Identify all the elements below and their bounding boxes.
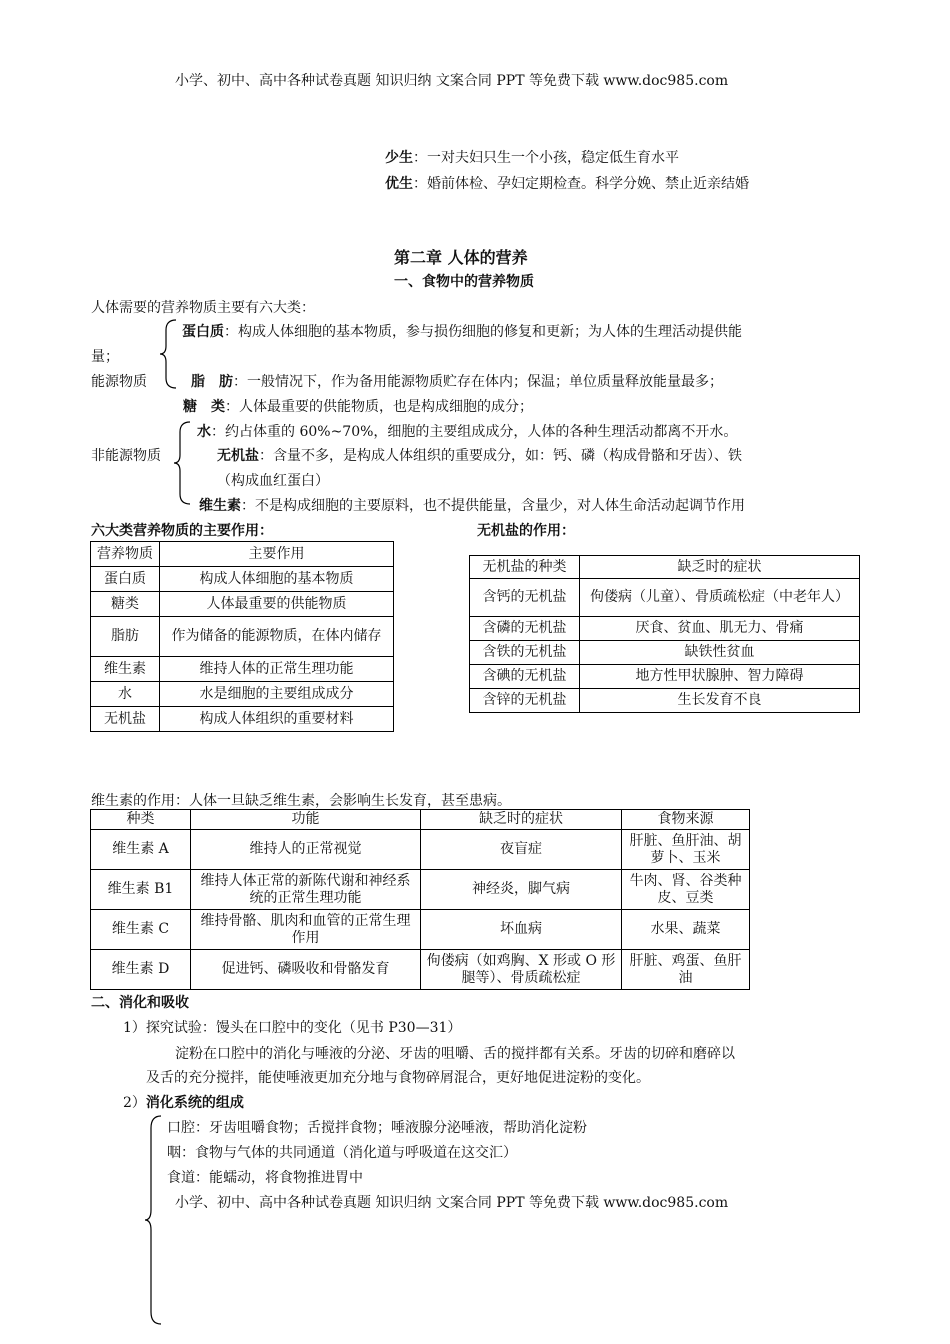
- policy-term: 优生: [385, 176, 413, 192]
- system-item-mouth: 口腔：牙齿咀嚼食物；舌搅拌食物；唾液腺分泌唾液，帮助消化淀粉: [167, 1120, 587, 1136]
- mineral-continuation: （构成血红蛋白）: [217, 473, 329, 489]
- table-header-cell: 功能: [191, 810, 421, 830]
- protein-continuation: 量；: [91, 349, 119, 365]
- page-header: 小学、初中、高中各种试卷真题 知识归纳 文案合同 PPT 等免费下载 www.doc985.com: [175, 73, 729, 89]
- sugar-line: [183, 396, 533, 416]
- table-cell: 构成人体组织的重要材料: [160, 707, 394, 732]
- section2-title: 二、消化和吸收: [91, 995, 189, 1011]
- table-header-cell: 食物来源: [622, 810, 750, 830]
- mineral-term: 无机盐: [217, 448, 259, 464]
- table-cell: 维生素 A: [91, 830, 191, 870]
- policy-line-2: [385, 173, 749, 193]
- table-header-row: [91, 810, 750, 830]
- experiment-title: 1）探究试验：馒头在口腔中的变化（见书 P30—31）: [123, 1020, 462, 1036]
- table-cell: 含碘的无机盐: [470, 665, 580, 689]
- table-cell: 含锌的无机盐: [470, 689, 580, 713]
- table-header-cell: 缺乏时的症状: [421, 810, 622, 830]
- left-brace-icon: [143, 1114, 165, 1326]
- table-cell: 维生素: [91, 657, 160, 682]
- vitamin-intro: 维生素的作用：人体一旦缺乏维生素，会影响生长发育，甚至患病。: [91, 793, 511, 809]
- energy-group-label: 能源物质: [91, 374, 147, 390]
- table-cell: 含铁的无机盐: [470, 641, 580, 665]
- table-cell: 水是细胞的主要组成成分: [160, 682, 394, 707]
- table-cell: 维生素 D: [91, 950, 191, 990]
- table-row: [470, 641, 860, 665]
- table-cell: 维持人的正常视觉: [191, 830, 421, 870]
- policy-term: 少生: [385, 150, 413, 166]
- system-title: [123, 1092, 244, 1112]
- table-row: [470, 617, 860, 641]
- mineral-desc: ：含量不多，是构成人体组织的重要成分，如：钙、磷（构成骨骼和牙齿）、铁: [259, 448, 742, 464]
- table-row: [470, 579, 860, 617]
- table-header-cell: 种类: [91, 810, 191, 830]
- left-brace-icon: [172, 420, 194, 506]
- table-cell: 佝偻病（儿童）、骨质疏松症（中老年人）: [580, 579, 860, 617]
- protein-line: [182, 321, 742, 341]
- table-cell: 无机盐: [91, 707, 160, 732]
- page-footer: 小学、初中、高中各种试卷真题 知识归纳 文案合同 PPT 等免费下载 www.doc985.com: [175, 1195, 729, 1211]
- sugar-desc: ：人体最重要的供能物质，也是构成细胞的成分；: [225, 399, 533, 415]
- system-title-number: 2）: [123, 1095, 146, 1111]
- table-cell: 地方性甲状腺肿、智力障碍: [580, 665, 860, 689]
- table-row: [91, 910, 750, 950]
- table-cell: 肝脏、鸡蛋、鱼肝油: [622, 950, 750, 990]
- protein-term: 蛋白质: [182, 324, 224, 340]
- table-row: [91, 830, 750, 870]
- table-header-cell: 无机盐的种类: [470, 556, 580, 579]
- table-cell: 坏血病: [421, 910, 622, 950]
- table-row: [470, 689, 860, 713]
- table-cell: 牛肉、肾、谷类种皮、豆类: [622, 870, 750, 910]
- sugar-term: 糖 类: [183, 399, 225, 415]
- table-row: [91, 617, 394, 657]
- table-cell: 缺铁性贫血: [580, 641, 860, 665]
- policy-desc: ：婚前体检、孕妇定期检查。科学分娩、禁止近亲结婚: [413, 176, 749, 192]
- table-cell: 脂肪: [91, 617, 160, 657]
- water-desc: ：约占体重的 60%~70%，细胞的主要组成成分，人体的各种生理活动都离不开水。: [211, 424, 738, 440]
- nutrient-table: [90, 541, 394, 732]
- chapter-title: 第二章 人体的营养: [394, 248, 528, 267]
- table-cell: 神经炎，脚气病: [421, 870, 622, 910]
- policy-line-1: [385, 147, 679, 167]
- fat-term: 脂 肪: [191, 374, 233, 390]
- table-row: [91, 870, 750, 910]
- table-cell: 水: [91, 682, 160, 707]
- table-header-cell: 主要作用: [160, 542, 394, 567]
- table-cell: 肝脏、鱼肝油、胡萝卜、玉米: [622, 830, 750, 870]
- table-row: [91, 682, 394, 707]
- table-cell: 蛋白质: [91, 567, 160, 592]
- table-cell: 含钙的无机盐: [470, 579, 580, 617]
- vitamin-line: [199, 495, 745, 515]
- mineral-table-caption: 无机盐的作用：: [477, 523, 575, 539]
- system-item-pharynx: 咽：食物与气体的共同通道（消化道与呼吸道在这交汇）: [167, 1145, 517, 1161]
- system-item-esophagus: 食道：能蠕动，将食物推进胃中: [167, 1170, 363, 1186]
- table-row: [91, 567, 394, 592]
- protein-desc: ：构成人体细胞的基本物质，参与损伤细胞的修复和更新；为人体的生理活动提供能: [224, 324, 742, 340]
- section-title: 一、食物中的营养物质: [394, 274, 534, 290]
- mineral-table: [469, 555, 860, 713]
- nonenergy-group-label: 非能源物质: [91, 448, 161, 464]
- nutrient-table-caption: 六大类营养物质的主要作用：: [91, 523, 273, 539]
- table-cell: 含磷的无机盐: [470, 617, 580, 641]
- table-row: [91, 657, 394, 682]
- table-cell: 糖类: [91, 592, 160, 617]
- water-line: [197, 421, 737, 441]
- table-cell: 人体最重要的供能物质: [160, 592, 394, 617]
- experiment-text-line-1: 淀粉在口腔中的消化与唾液的分泌、牙齿的咀嚼、舌的搅拌都有关系。牙齿的切碎和磨碎以: [175, 1046, 735, 1062]
- table-cell: 维持骨骼、肌肉和血管的正常生理作用: [191, 910, 421, 950]
- table-cell: 水果、蔬菜: [622, 910, 750, 950]
- experiment-text-line-2: 及舌的充分搅拌，能使唾液更加充分地与食物碎屑混合，更好地促进淀粉的变化。: [146, 1070, 650, 1086]
- table-row: [91, 592, 394, 617]
- table-cell: 维生素 C: [91, 910, 191, 950]
- vitamin-table: [90, 809, 750, 990]
- policy-desc: ：一对夫妇只生一个小孩，稳定低生育水平: [413, 150, 679, 166]
- table-cell: 作为储备的能源物质，在体内储存: [160, 617, 394, 657]
- intro-text: 人体需要的营养物质主要有六大类：: [91, 300, 315, 316]
- fat-line: [191, 371, 723, 391]
- left-brace-icon: [158, 318, 180, 390]
- table-header-row: [470, 556, 860, 579]
- table-row: [91, 707, 394, 732]
- table-cell: 夜盲症: [421, 830, 622, 870]
- table-cell: 维持人体的正常生理功能: [160, 657, 394, 682]
- table-cell: 佝偻病（如鸡胸、X 形或 O 形腿等）、骨质疏松症: [421, 950, 622, 990]
- table-row: [470, 665, 860, 689]
- table-header-cell: 缺乏时的症状: [580, 556, 860, 579]
- table-header-cell: 营养物质: [91, 542, 160, 567]
- system-title-text: 消化系统的组成: [145, 1095, 244, 1111]
- vitamin-desc: ：不是构成细胞的主要原料，也不提供能量，含量少，对人体生命活动起调节作用: [241, 498, 745, 514]
- table-cell: 促进钙、磷吸收和骨骼发育: [191, 950, 421, 990]
- mineral-line: [217, 445, 742, 465]
- table-header-row: [91, 542, 394, 567]
- table-cell: 维持人体正常的新陈代谢和神经系统的正常生理功能: [191, 870, 421, 910]
- table-cell: 维生素 B1: [91, 870, 191, 910]
- table-cell: 构成人体细胞的基本物质: [160, 567, 394, 592]
- vitamin-term: 维生素: [199, 498, 241, 514]
- table-cell: 厌食、贫血、肌无力、骨痛: [580, 617, 860, 641]
- water-term: 水: [197, 424, 211, 440]
- table-cell: 生长发育不良: [580, 689, 860, 713]
- fat-desc: ：一般情况下，作为备用能源物质贮存在体内；保温；单位质量释放能量最多；: [233, 374, 723, 390]
- table-row: [91, 950, 750, 990]
